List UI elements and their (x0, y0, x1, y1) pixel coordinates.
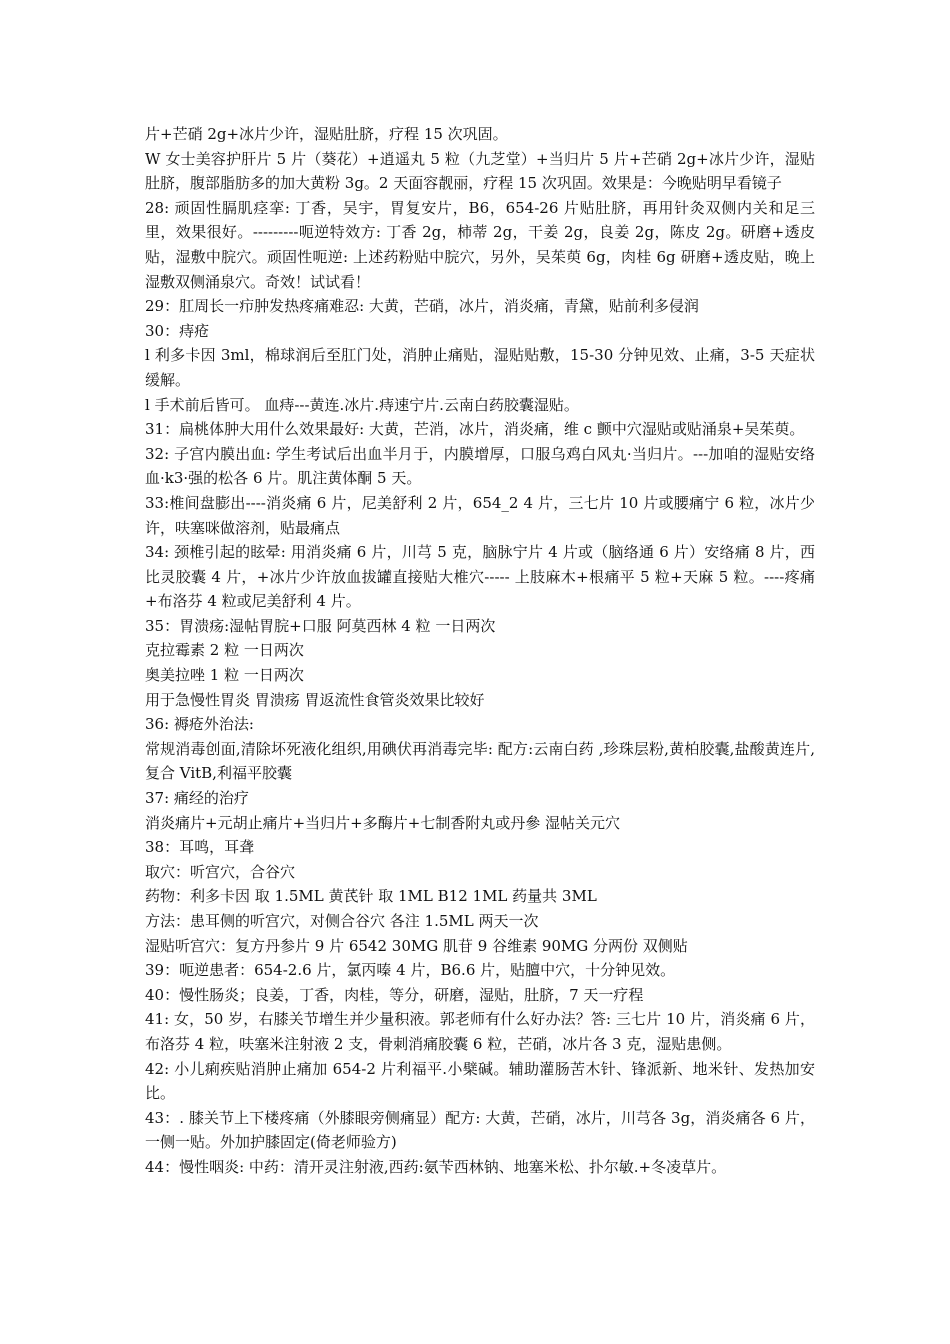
paragraph: 43：. 膝关节上下楼疼痛（外膝眼旁侧痛显）配方: 大黄，芒硝，冰片，川芎各 3g，消炎痛各 6 片，一侧一贴。外加护膝固定(倚老师验方) (145, 1108, 815, 1152)
paragraph: 42: 小儿痢疾贴消肿止痛加 654-2 片利福平.小檗碱。辅助灌肠苦木针、锋派新、地米针、发热加安比。 (145, 1059, 815, 1103)
paragraph: 41: 女，50 岁，右膝关节增生并少量积液。郭老师有什么好办法？答: 三七片 10 片，消炎痛 6 片，布洛芬 4 粒，呋塞米注射液 2 支，骨刺消痛胶囊 6 粒，芒硝，冰片各 3 克，湿贴患侧。 (145, 1010, 815, 1053)
paragraph: 30：痔疮 (145, 321, 210, 340)
paragraph: 34: 颈椎引起的眩晕: 用消炎痛 6 片，川芎 5 克，脑脉宁片 4 片或（脑络通 6 片）安络痛 8 片，西比灵胶囊 4 片，+冰片少许放血拔罐直接贴大椎穴----- 上肢麻木+根痛平 5 粒+天麻 5 粒。----疼痛+布洛芬 4 粒或尼美舒利 4 片。 (145, 543, 815, 611)
paragraph: 40：慢性肠炎；良姜，丁香，肉桂，等分，研磨，湿贴，肚脐，7 天一疗程 (145, 985, 644, 1004)
paragraph: 32: 子宫内膜出血: 学生考试后出血半月于，内膜增厚，口服乌鸡白风丸·当归片。---加咱的湿贴安络血·k3·强的松各 6 片。肌注黄体酮 5 天。 (145, 444, 815, 488)
paragraph: 28: 顽固性膈肌痉挛: 丁香，吴宇，胃复安片，B6，654-26 片贴肚脐，再用针灸双侧内关和足三里，效果很好。---------呃逆特效方: 丁香 2g，柿蒂 2g，干姜 2g，良姜 2g，陈皮 2g。研磨+透皮贴，湿敷中脘穴。顽固性呃逆: 上述药粉贴中脘穴，另外，吴茱萸 6g，肉桂 6g 研磨+透皮贴，晚上湿敷双侧涌泉穴。奇效！试试看！ (145, 198, 815, 291)
paragraph: 29：肛周长一疖肿发热疼痛难忍: 大黄，芒硝，冰片，消炎痛，青黛，贴前利多侵润 (145, 297, 699, 316)
paragraph: 44：慢性咽炎: 中药：清开灵注射液,西药:氨苄西林钠、地塞米松、扑尔敏.+冬凌草片。 (145, 1157, 727, 1176)
paragraph: 用于急慢性胃炎 胃溃疡 胃返流性食管炎效果比较好 (145, 690, 485, 709)
paragraph: 36: 褥疮外治法: (145, 715, 254, 734)
paragraph: W 女士美容护肝片 5 片（葵花）+逍遥丸 5 粒（九芝堂）+当归片 5 片+芒硝 2g+冰片少许，湿贴肚脐，腹部脂肪多的加大黄粉 3g。2 天面容靓丽，疗程 15 次巩固。效果是：今晚贴明早看镜子 (145, 149, 815, 193)
paragraph: 39：呃逆患者：654-2.6 片，氯丙嗪 4 片，B6.6 片，贴膻中穴，十分钟见效。 (145, 961, 676, 980)
paragraph: 常规消毒创面,清除坏死液化组织,用碘伏再消毒完毕: 配方:云南白药 ,珍珠层粉,黄柏胶囊,盐酸黄连片,复合 VitB,利福平胶囊 (145, 739, 815, 783)
paragraph: 35：胃溃疡:湿帖胃脘+口服 阿莫西林 4 粒 一日两次 (145, 616, 496, 635)
paragraph: 31：扁桃体肿大用什么效果最好: 大黄，芒消，冰片，消炎痛，维 c 颤中穴湿贴或贴涌泉+吴茱萸。 (145, 420, 805, 439)
paragraph: 消炎痛片+元胡止痛片+当归片+多酶片+七制香附丸或丹參 湿帖关元穴 (145, 813, 621, 832)
paragraph: 38：耳鸣，耳聋 (145, 838, 255, 857)
paragraph: 取穴：听宫穴，合谷穴 (145, 862, 296, 881)
paragraph: l 手术前后皆可。 血痔---黄连.冰片.痔速宁片.云南白药胶囊湿贴。 (145, 395, 579, 414)
paragraph: 药物：利多卡因 取 1.5ML 黄芪针 取 1ML B12 1ML 药量共 3ML (145, 887, 597, 906)
paragraph: 奥美拉唑 1 粒 一日两次 (145, 666, 304, 685)
paragraph: l 利多卡因 3ml，棉球润后至肛门处，消肿止痛贴，湿贴贴敷，15-30 分钟见效、止痛，3-5 天症状缓解。 (145, 346, 815, 389)
document-body (145, 122, 815, 1180)
paragraph: 湿贴听宫穴：复方丹参片 9 片 6542 30MG 肌苷 9 谷维素 90MG 分两份 双侧贴 (145, 936, 688, 955)
paragraph: 克拉霉素 2 粒 一日两次 (145, 641, 304, 660)
paragraph: 方法：患耳侧的听宫穴，对侧合谷穴 各注 1.5ML 两天一次 (145, 912, 539, 930)
paragraph: 37: 痛经的治疗 (145, 789, 249, 808)
paragraph: 片+芒硝 2g+冰片少许，湿贴肚脐，疗程 15 次巩固。 (145, 125, 508, 143)
paragraph: 33:椎间盘膨出----消炎痛 6 片，尼美舒利 2 片，654_2 4 片，三七片 10 片或腰痛宁 6 粒，冰片少许，呋塞咪做溶剂，贴最痛点 (145, 493, 815, 537)
